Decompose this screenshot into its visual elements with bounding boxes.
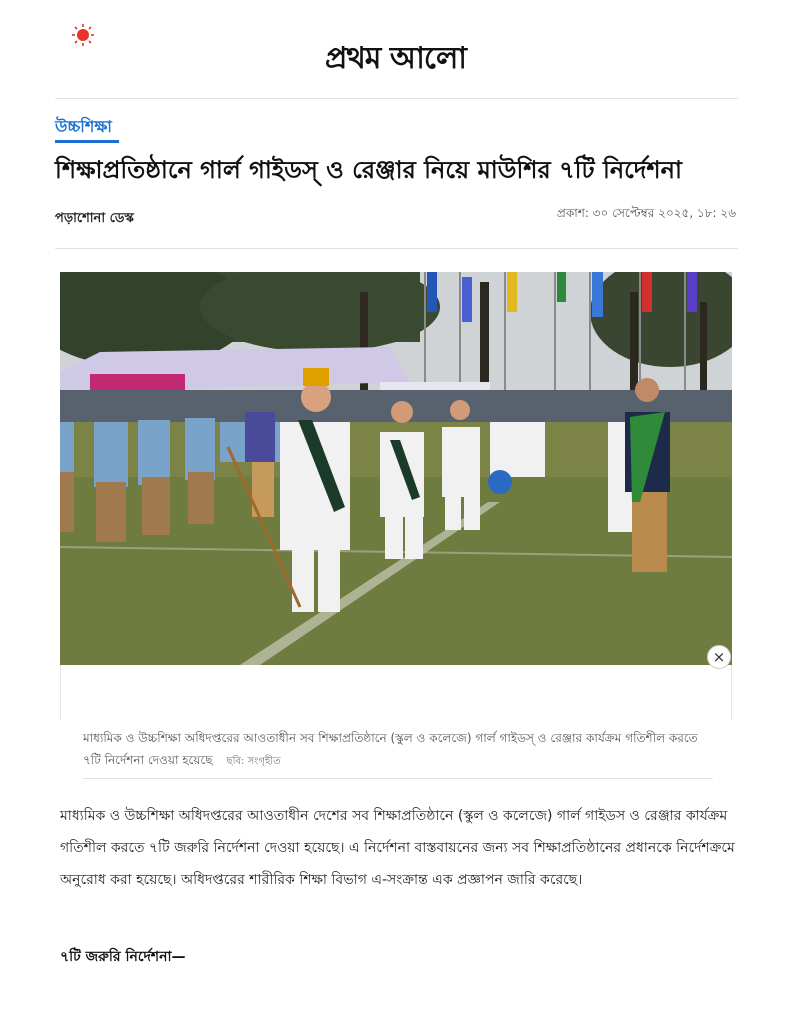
caption-text: মাধ্যমিক ও উচ্চশিক্ষা অধিদপ্তরের আওতাধীন সব শিক্ষাপ্রতিষ্ঠানে (স্কুল ও কলেজে) গার্ল গাইডস্‌ ও রেঞ্জার কার্যক্রম গতিশীল করতে ৭টি নির্দেশনা দেওয়া হয়েছে	[83, 731, 698, 767]
article-body: মাধ্যমিক ও উচ্চশিক্ষা অধিদপ্তরের আওতাধীন দেশের সব শিক্ষাপ্রতিষ্ঠানে (স্কুল ও কলেজে) গার্ল গাইডস ও রেঞ্জার কার্যক্রম গতিশীল করতে ৭টি জরুরি নির্দেশনা দেওয়া হয়েছে। এ নির্দেশনা বাস্তবায়নের জন্য সব শিক্ষাপ্রতিষ্ঠানের প্রধানকে নির্দেশক্রমে অনুরোধ করা হয়েছে। অধিদপ্তরের শারীরিক শিক্ষা বিভাগ এ-সংক্রান্ত এক প্রজ্ঞাপন জারি করেছে।	[60, 808, 735, 888]
publish-date: প্রকাশ: ৩০ সেপ্টেম্বর ২০২৫, ১৮: ২৬	[556, 206, 736, 220]
meta-divider	[55, 248, 738, 249]
logo-sun-icon	[72, 24, 94, 46]
close-button[interactable]: ×	[707, 645, 731, 669]
image-caption	[83, 727, 713, 773]
category-underline	[55, 140, 119, 143]
article-subheading: ৭টি জরুরি নির্দেশনা—	[60, 949, 186, 965]
caption-divider	[83, 778, 713, 779]
logo-text: প্রথম আলো	[324, 41, 467, 76]
photo-credit: ছবি: সংগৃহীত	[226, 756, 281, 767]
parade-photo-illustration	[60, 272, 732, 665]
article-photo[interactable]	[60, 272, 732, 665]
photo-bottom-space	[60, 665, 732, 720]
article-title: শিক্ষাপ্রতিষ্ঠানে গার্ল গাইডস্‌ ও রেঞ্জার নিয়ে মাউশির ৭টি নির্দেশনা	[55, 156, 682, 184]
category-link[interactable]: উচ্চশিক্ষা	[55, 117, 112, 136]
site-logo[interactable]	[0, 34, 791, 85]
header-divider	[55, 98, 738, 99]
author-link[interactable]: পড়াশোনা ডেস্ক	[55, 211, 134, 226]
